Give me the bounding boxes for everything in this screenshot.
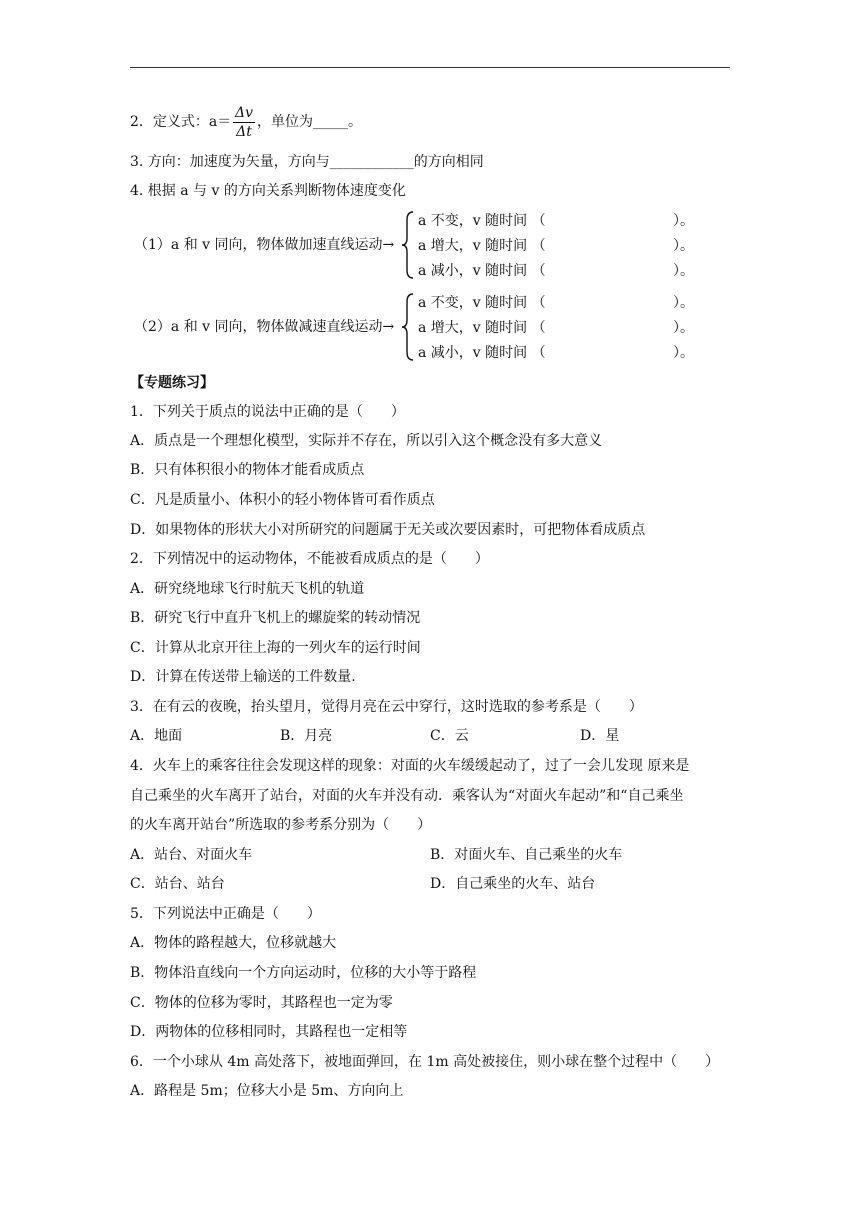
q6-option-a: A．路程是 5m；位移大小是 5m、方向向上 [130, 1083, 404, 1099]
group1-brace [401, 210, 415, 280]
q1-option-d: D．如果物体的形状大小对所研究的问题属于无关或次要因素时，可把物体看成质点 [130, 522, 646, 538]
q4-option-d: D．自己乘坐的火车、站台 [430, 876, 596, 892]
group1-row1-close: ）。 [673, 213, 694, 229]
q5-option-d: D．两物体的位移相同时，其路程也一定相等 [130, 1024, 408, 1040]
q5-stem: 5．下列说法中正确是（ ） [130, 906, 321, 922]
group2-row2: a 增大，v 随时间 （ [418, 320, 546, 336]
group1-row3-close: ）。 [673, 263, 694, 279]
q5-option-a: A．物体的路程越大，位移就越大 [130, 935, 337, 951]
q3-option-a: A．地面 [130, 728, 183, 744]
q1-option-c: C．凡是质量小、体积小的轻小物体皆可看作质点 [130, 492, 435, 508]
q1-option-b: B．只有体积很小的物体才能看成质点 [130, 462, 365, 478]
fraction-denominator: Δt [236, 124, 252, 140]
q3-option-d: D．星 [580, 728, 620, 744]
q5-option-c: C．物体的位移为零时，其路程也一定为零 [130, 995, 393, 1011]
group2-row2-close: ）。 [673, 320, 694, 336]
section-heading: 【专题练习】 [130, 375, 214, 391]
relation-line: 4. 根据 a 与 v 的方向关系判断物体速度变化 [130, 183, 406, 199]
group1-row3: a 减小，v 随时间 （ [418, 263, 546, 279]
q4-stem-line2: 自己乘坐的火车离开了站台，对面的火车并没有动．乘客认为“对面火车起动”和“自己乘坐 [130, 788, 684, 804]
q1-stem: 1．下列关于质点的说法中正确的是（ ） [130, 404, 405, 420]
q3-option-c: C．云 [430, 728, 469, 744]
q5-option-b: B．物体沿直线向一个方向运动时，位移的大小等于路程 [130, 965, 477, 981]
q6-stem: 6．一个小球从 4m 高处落下，被地面弹回，在 1m 高处被接住，则小球在整个过程中（ ） [130, 1054, 720, 1070]
q4-stem-line3: 的火车离开站台”所选取的参考系分别为（ ） [130, 817, 432, 833]
group1-row1: a 不变，v 随时间 （ [418, 213, 546, 229]
q1-option-a: A．质点是一个理想化模型，实际并不存在，所以引入这个概念没有多大意义 [130, 433, 603, 449]
q4-option-b: B．对面火车、自己乘坐的火车 [430, 847, 623, 863]
group1-row2: a 增大，v 随时间 （ [418, 238, 546, 254]
q2-option-d: D．计算在传送带上输送的工件数量. [130, 669, 356, 685]
q2-stem: 2．下列情况中的运动物体，不能被看成质点的是（ ） [130, 551, 489, 567]
group1-label: （1）a 和 v 同向，物体做加速直线运动→ [134, 237, 395, 253]
group1-row2-close: ）。 [673, 238, 694, 254]
group2-row1: a 不变，v 随时间 （ [418, 295, 546, 311]
q2-option-a: A．研究绕地球飞行时航天飞机的轨道 [130, 581, 365, 597]
q4-option-a: A．站台、对面火车 [130, 847, 253, 863]
q2-option-c: C．计算从北京开往上海的一列火车的运行时间 [130, 640, 421, 656]
q4-stem-line1: 4．火车上的乘客往往会发现这样的现象：对面的火车缓缓起动了，过了一会儿发现 原来是 [130, 758, 690, 774]
definition-line-label: 2．定义式：a＝ [130, 114, 232, 130]
definition-line-unit: ，单位为_____。 [257, 114, 362, 130]
q3-option-b: B．月亮 [280, 728, 333, 744]
group2-row3: a 减小，v 随时间 （ [418, 345, 546, 361]
fraction-numerator: Δv [234, 105, 254, 121]
fraction-delta-v-over-delta-t [233, 105, 255, 140]
group2-brace [401, 292, 415, 362]
group2-row1-close: ）。 [673, 295, 694, 311]
header-rule [130, 67, 730, 68]
q4-option-c: C．站台、站台 [130, 876, 225, 892]
group2-label: （2）a 和 v 同向，物体做减速直线运动→ [134, 319, 395, 335]
q3-stem: 3．在有云的夜晚，抬头望月，觉得月亮在云中穿行，这时选取的参考系是（ ） [130, 699, 643, 715]
q2-option-b: B．研究飞行中直升飞机上的螺旋桨的转动情况 [130, 610, 421, 626]
direction-line: 3. 方向：加速度为矢量，方向与____________的方向相同 [130, 154, 484, 170]
group2-row3-close: ）。 [673, 345, 694, 361]
